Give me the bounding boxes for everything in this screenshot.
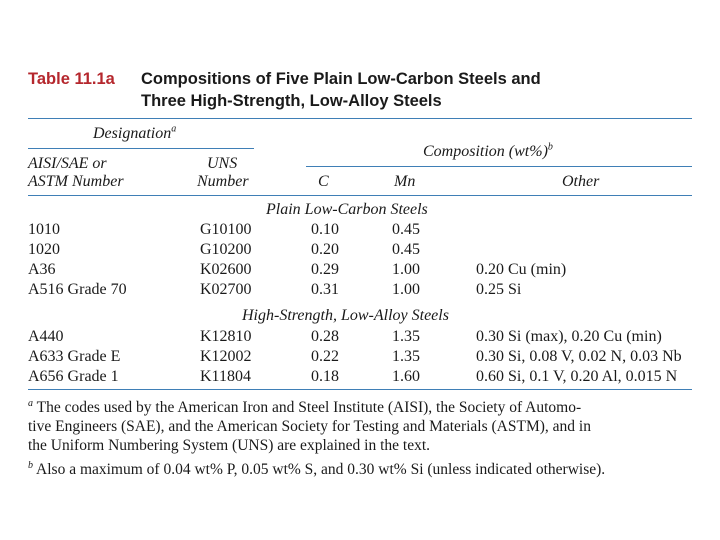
cell-mn: 1.35: [392, 348, 420, 365]
section-title-high-strength: High-Strength, Low-Alloy Steels: [242, 307, 449, 324]
cell-mn: 1.00: [392, 261, 420, 278]
footnote-a-line-3: the Uniform Numbering System (UNS) are explained in the text.: [28, 437, 431, 454]
cell-uns: K12810: [200, 328, 252, 345]
footnote-b-line-1: Also a maximum of 0.04 wt% P, 0.05 wt% S, and 0.30 wt% Si (unless indicated otherwise).: [36, 461, 606, 478]
footnote-b-mark: b: [28, 459, 33, 471]
top-rule: [28, 118, 692, 119]
cell-c: 0.10: [311, 221, 339, 238]
aisi-header-line-2: ASTM Number: [28, 173, 124, 190]
composition-rule: [306, 166, 692, 167]
table-title-line-2: Three High-Strength, Low-Alloy Steels: [141, 92, 442, 110]
cell-c: 0.22: [311, 348, 339, 365]
cell-other: 0.20 Cu (min): [476, 261, 567, 278]
uns-header-line-1: UNS: [207, 155, 238, 172]
bottom-rule: [28, 389, 692, 390]
footnote-a-line-1: The codes used by the American Iron and Steel Institute (AISI), the Society of Automo-: [36, 399, 582, 416]
cell-uns: K02700: [200, 281, 252, 298]
uns-header-line-2: Number: [197, 173, 249, 190]
footnote-a-mark: a: [28, 397, 33, 409]
composition-footnote-mark: b: [547, 141, 553, 153]
designation-header: Designation$^a$: [93, 123, 177, 142]
col-c-header: C: [318, 173, 329, 190]
cell-aisi: A440: [28, 328, 64, 345]
cell-uns: K11804: [200, 368, 251, 385]
cell-c: 0.28: [311, 328, 339, 345]
footnote-a-line-2: tive Engineers (SAE), and the American Society for Testing and Materials (ASTM), and in: [28, 418, 591, 435]
cell-aisi: A516 Grade 70: [28, 281, 127, 298]
cell-aisi: 1020: [28, 241, 60, 258]
cell-aisi: 1010: [28, 221, 60, 238]
cell-mn: 1.35: [392, 328, 420, 345]
cell-other: 0.30 Si (max), 0.20 Cu (min): [476, 328, 662, 345]
cell-uns: K02600: [200, 261, 252, 278]
table-number: Table 11.1a: [28, 70, 115, 88]
cell-c: 0.29: [311, 261, 339, 278]
cell-other: 0.30 Si, 0.08 V, 0.02 N, 0.03 Nb: [476, 348, 682, 365]
header-bottom-rule: [28, 195, 692, 196]
cell-c: 0.18: [311, 368, 339, 385]
footnote-b: [28, 460, 692, 479]
designation-rule: [28, 148, 254, 149]
cell-mn: 0.45: [392, 241, 420, 258]
cell-other: 0.25 Si: [476, 281, 522, 298]
section-title-plain-low-carbon: Plain Low-Carbon Steels: [266, 201, 428, 218]
cell-aisi: A633 Grade E: [28, 348, 121, 365]
col-mn-header: Mn: [394, 173, 416, 190]
composition-header: Composition $(wt\%)^b$: [423, 141, 553, 160]
cell-c: 0.20: [311, 241, 339, 258]
cell-other: 0.60 Si, 0.1 V, 0.20 Al, 0.015 N: [476, 368, 678, 385]
footnote-a: [28, 398, 692, 455]
cell-mn: 1.60: [392, 368, 420, 385]
cell-uns: G10200: [200, 241, 252, 258]
aisi-header-line-1: AISI/SAE or: [28, 155, 107, 172]
cell-aisi: A656 Grade 1: [28, 368, 119, 385]
cell-mn: 1.00: [392, 281, 420, 298]
cell-uns: G10100: [200, 221, 252, 238]
cell-c: 0.31: [311, 281, 339, 298]
cell-mn: 0.45: [392, 221, 420, 238]
cell-aisi: A36: [28, 261, 56, 278]
col-other-header: Other: [562, 173, 600, 190]
table-title-line-1: Compositions of Five Plain Low-Carbon Steels and: [141, 70, 541, 88]
cell-uns: K12002: [200, 348, 252, 365]
designation-footnote-mark: a: [171, 123, 177, 135]
